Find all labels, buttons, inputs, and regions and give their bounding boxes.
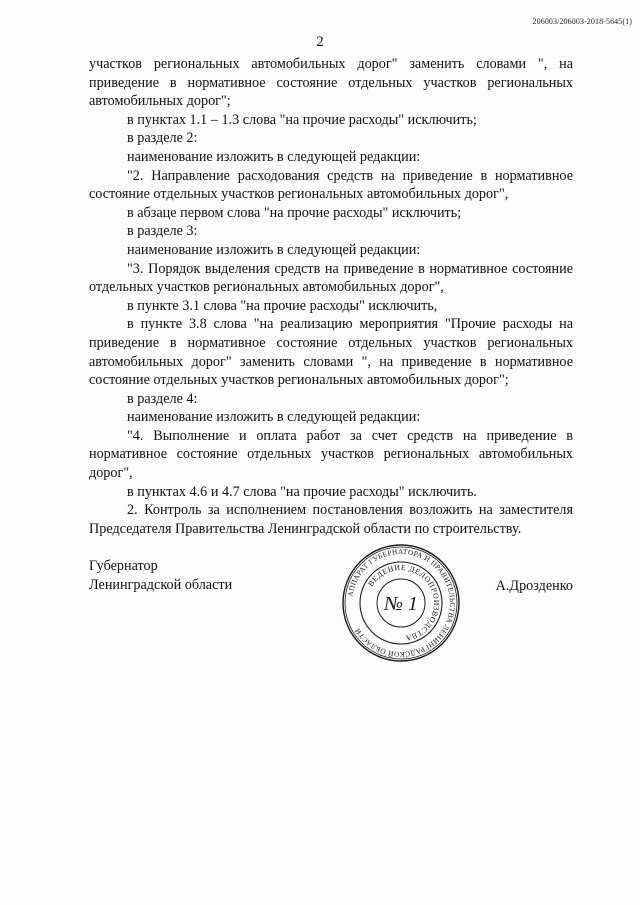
- document-registration-code: 206003/206003-2018-5645(1): [532, 17, 632, 26]
- paragraph-quoted-heading: "4. Выполнение и оплата работ за счет средств на приведение в нормативное состояние отдельных участков региональных автомобильных дорог",: [89, 427, 573, 482]
- paragraph-section-heading: в разделе 2:: [127, 130, 198, 147]
- signer-title-line: Губернатор: [89, 558, 158, 574]
- seal-inner-text: ВЕДЕНИЕ ДЕЛОПРОИЗВОДСТВА: [366, 562, 442, 643]
- paragraph-continuation: участков региональных автомобильных дорог" заменить словами ", на приведение в нормативное состояние отдельных участков региональных автомобильных дорог";: [89, 56, 573, 110]
- paragraph-amendment: в пунктах 4.6 и 4.7 слова "на прочие расходы" исключить.: [127, 483, 477, 500]
- signature-block: [89, 546, 573, 697]
- paragraph-quoted-heading: "3. Порядок выделения средств на приведение в нормативное состояние отдельных участков региональных автомобильных дорог",: [89, 260, 573, 296]
- seal-graphic: [341, 543, 461, 663]
- paragraph-control-clause: 2. Контроль за исполнением постановления возложить на заместителя Председателя Правительства Ленинградской области по строительству.: [89, 502, 573, 537]
- page-number: 2: [316, 34, 324, 50]
- signer-name: А.Дрозденко: [495, 578, 573, 594]
- paragraph-amendment: наименование изложить в следующей редакции:: [127, 409, 421, 426]
- paragraph-amendment: в пунктах 1.1 – 1.3 слова "на прочие расходы" исключить;: [127, 111, 477, 128]
- document-body: [89, 55, 573, 538]
- official-seal: [341, 543, 461, 663]
- paragraph-amendment: в пункте 3.1 слова "на прочие расходы" исключить,: [127, 297, 438, 314]
- seal-outer-text: АППАРАТ ГУБЕРНАТОРА И ПРАВИТЕЛЬСТВА ЛЕНИНГРАДСКОЙ ОБЛАСТИ: [345, 546, 458, 660]
- paragraph-amendment: в пункте 3.8 слова "на реализацию мероприятия "Прочие расходы на приведение в нормативное состояние отдельных участков региональных автомобильных дорог" заменить словами ", на приведение в нормативное состояние отдельных участков региональных автомобильных дорог";: [89, 316, 573, 389]
- signer-title: [89, 557, 232, 594]
- paragraph-section-heading: в разделе 3:: [127, 223, 198, 240]
- seal-center-number: № 1: [384, 593, 418, 615]
- paragraph-quoted-heading: "2. Направление расходования средств на приведение в нормативное состояние отдельных участков региональных автомобильных дорог",: [89, 167, 573, 203]
- paragraph-section-heading: в разделе 4:: [127, 390, 198, 407]
- paragraph-amendment: наименование изложить в следующей редакции:: [127, 241, 421, 258]
- paragraph-amendment: наименование изложить в следующей редакции:: [127, 148, 421, 165]
- paragraph-amendment: в абзаце первом слова "на прочие расходы" исключить;: [127, 204, 462, 221]
- signer-title-line: Ленинградской области: [89, 576, 233, 593]
